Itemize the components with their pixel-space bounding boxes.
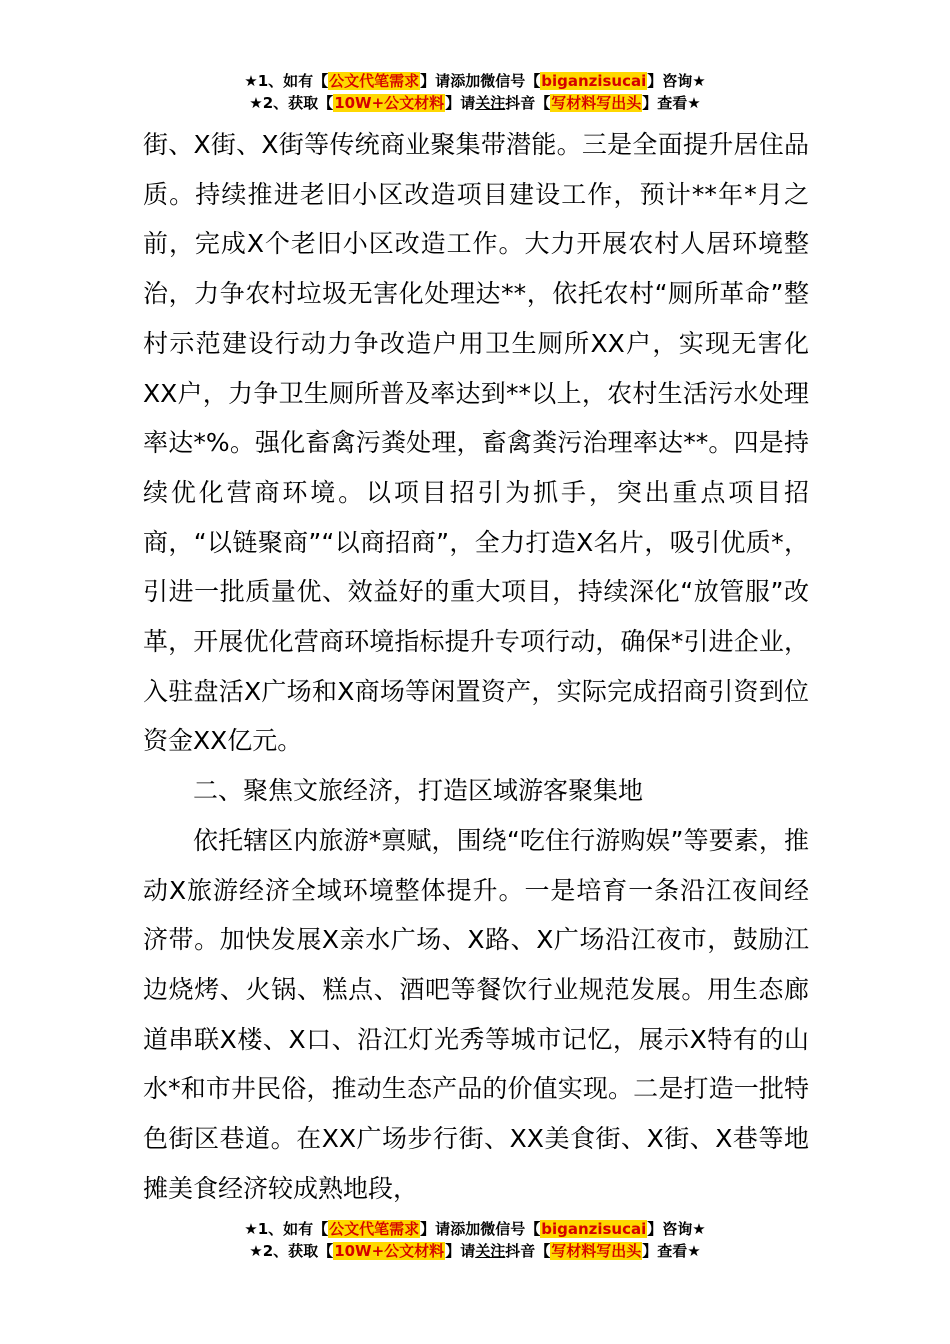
banner-text: ★1、如有【: [244, 72, 329, 90]
bottom-banner: [0, 1218, 950, 1262]
banner-text: 】查看★: [642, 1242, 701, 1260]
banner-text: 抖音【: [505, 1242, 551, 1260]
banner-text: 微信号【: [480, 72, 541, 90]
document-body: [143, 120, 809, 1213]
paragraph: 依托辖区内旅游*禀赋，围绕“吃住行游购娱”等要素，推动X旅游经济全域环境整体提升。一是培育一条沿江夜间经济带。加快发展X亲水广场、X路、X广场沿江夜市，鼓励江边烧烤、火锅、糕点、酒吧等餐饮行业规范发展。用生态廊道串联X楼、X口、沿江灯光秀等城市记忆，展示X特有的山水*和市井民俗，推动生态产品的价值实现。二是打造一批特色街区巷道。在XX广场步行街、XX美食街、X街、X巷等地摊美食经济较成熟地段，: [143, 825, 809, 1203]
banner-emphasis: 添加: [450, 72, 481, 90]
banner-highlight: biganzisucai: [541, 72, 647, 90]
banner-line-2: [0, 92, 950, 114]
banner-text: 】咨询★: [647, 1220, 706, 1238]
banner-highlight: 公文代笔需求: [329, 72, 420, 90]
section-heading: 二、聚焦文旅经济，打造区域游客聚集地: [193, 776, 644, 806]
banner-text: 】请: [420, 72, 451, 90]
banner-emphasis: 关注: [475, 1242, 506, 1260]
banner-text: ★2、获取【: [249, 94, 334, 112]
top-banner: [0, 70, 950, 114]
banner-highlight: 公文代笔需求: [329, 1220, 420, 1238]
banner-emphasis: 关注: [475, 94, 506, 112]
banner-text: ★1、如有【: [244, 1220, 329, 1238]
banner-highlight: 写材料写出头: [551, 94, 642, 112]
banner-highlight: biganzisucai: [541, 1220, 647, 1238]
banner-text: 】查看★: [642, 94, 701, 112]
banner-text: 】咨询★: [647, 72, 706, 90]
banner-highlight: 写材料写出头: [551, 1242, 642, 1260]
banner-highlight: 10W+公文材料: [334, 94, 445, 112]
banner-text: 】请: [420, 1220, 451, 1238]
banner-text: 微信号【: [480, 1220, 541, 1238]
banner-emphasis: 添加: [450, 1220, 481, 1238]
banner-text: 】请: [445, 94, 476, 112]
banner-line-2: [0, 1240, 950, 1262]
paragraph: 街、X街、X街等传统商业聚集带潜能。三是全面提升居住品质。持续推进老旧小区改造项目建设工作，预计**年*月之前，完成X个老旧小区改造工作。大力开展农村人居环境整治，力争农村垃圾无害化处理达**，依托农村“厕所革命”整村示范建设行动力争改造户用卫生厕所XX户，实现无害化XX户，力争卫生厕所普及率达到**以上，农村生活污水处理率达*%。强化畜禽污粪处理，畜禽粪污治理率达**。四是持续优化营商环境。以项目招引为抓手，突出重点项目招商，“以链聚商”“以商招商”，全力打造X名片，吸引优质*，引进一批质量优、效益好的重大项目，持续深化“放管服”改革，开展优化营商环境指标提升专项行动，确保*引进企业，入驻盘活X广场和X商场等闲置资产，实际完成招商引资到位资金XX亿元。: [143, 130, 809, 756]
banner-line-1: [0, 1218, 950, 1240]
banner-text: 】请: [445, 1242, 476, 1260]
banner-highlight: 10W+公文材料: [334, 1242, 445, 1260]
banner-text: ★2、获取【: [249, 1242, 334, 1260]
banner-line-1: [0, 70, 950, 92]
banner-text: 抖音【: [505, 94, 551, 112]
